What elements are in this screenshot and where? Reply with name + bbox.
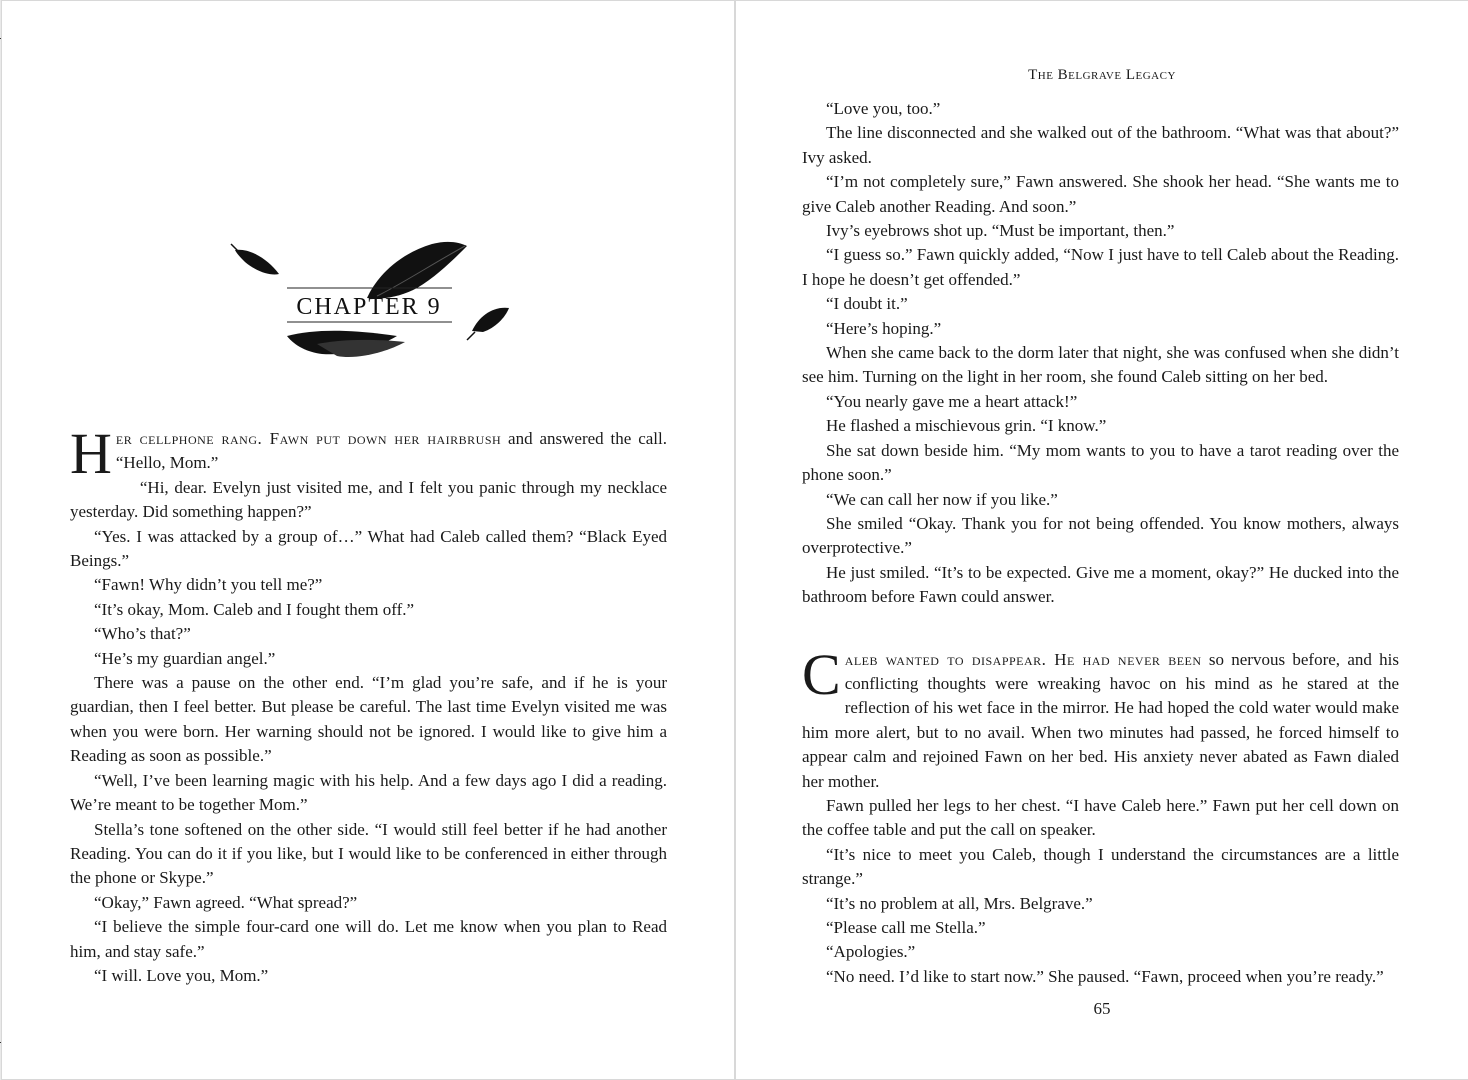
section-opening-paragraph: Caleb wanted to disappear. He had never been so nervous before, and his conflicting thoughts were wreaking havoc on his mind as he stared at the reflection of his wet face in the mirror. He had hoped the cold water would make him more alert, but to no avail. When two minutes had passed, he forced himself to appear calm and rejoined Fawn on her bed. His anxiety never abated as Fawn dialed her mother. [802, 641, 1399, 791]
drop-cap: C [802, 641, 841, 707]
paragraph: “Here’s hoping.” [826, 318, 942, 338]
paragraph: “Hi, dear. Evelyn just visited me, and I felt you panic through my necklace yesterday. Did something happen?” [70, 477, 667, 522]
paragraph: When she came back to the dorm later that night, she was confused when she didn’t see him. Turning on the light in her room, she found Caleb sitting on her bed. [802, 343, 1399, 387]
right-body-text [802, 97, 1399, 989]
paragraph: She smiled “Okay. Thank you for not being offended. You know mothers, always overprotective.” [802, 513, 1399, 558]
paragraph: “I guess so.” Fawn quickly added, “Now I just have to tell Caleb about the Reading. I hope he doesn’t get offended.” [802, 245, 1399, 289]
paragraph: “We can call her now if you like.” [826, 489, 1058, 509]
paragraph: Ivy’s eyebrows shot up. “Must be important, then.” [826, 221, 1175, 241]
paragraph: “You nearly gave me a heart attack!” [826, 391, 1078, 411]
paragraph: “It’s nice to meet you Caleb, though I understand the circumstances are a little strange.” [802, 844, 1399, 889]
feather-ornament [227, 236, 517, 361]
paragraph: “I will. Love you, Mom.” [94, 965, 269, 985]
paragraph: “He’s my guardian angel.” [94, 648, 276, 668]
left-body-text [70, 421, 668, 988]
section-break [802, 610, 1399, 648]
paragraph: The line disconnected and she walked out of the bathroom. “What was that about?” Ivy asked. [802, 123, 1399, 167]
opening-paragraph: Her cellphone rang. Fawn put down her hairbrush and answered the call. “Hello, Mom.” [70, 421, 668, 486]
paragraph: “Love you, too.” [826, 99, 941, 118]
paragraph: There was a pause on the other end. “I’m glad you’re safe, and if he is your guardian, then I feel better. But please be careful. The last time Evelyn visited me was when you were born. Her warning should not be ignored. I would like to give him a Reading as soon as possible.” [70, 673, 667, 766]
paragraph: “It’s no problem at all, Mrs. Belgrave.” [826, 893, 1093, 913]
paragraph: “It’s okay, Mom. Caleb and I fought them off.” [94, 599, 415, 619]
paragraph: Fawn pulled her legs to her chest. “I have Caleb here.” Fawn put her cell down on the coffee table and put the call on speaker. [802, 795, 1399, 840]
paragraph: “I believe the simple four-card one will do. Let me know when you plan to Read him, and stay safe.” [70, 917, 667, 961]
paragraph: “I doubt it.” [826, 294, 908, 314]
left-page [1, 0, 735, 1080]
paragraph: “Fawn! Why didn’t you tell me?” [94, 575, 323, 595]
paragraph: “No need. I’d like to start now.” She paused. “Fawn, proceed when you’re ready.” [826, 966, 1384, 986]
paragraph: “I’m not completely sure,” Fawn answered. She shook her head. “She wants me to give Caleb another Reading. And soon.” [802, 172, 1399, 216]
paragraph: “Who’s that?” [94, 624, 191, 644]
paragraph: “Please call me Stella.” [826, 918, 986, 937]
chapter-title: CHAPTER 9 [296, 294, 442, 320]
running-header: The Belgrave Legacy [1028, 67, 1176, 83]
paragraph: He just smiled. “It’s to be expected. Give me a moment, okay?” He ducked into the bathroom before Fawn could answer. [802, 562, 1399, 607]
paragraph: He flashed a mischievous grin. “I know.” [826, 416, 1107, 436]
paragraph: “Apologies.” [826, 942, 916, 962]
paragraph: She sat down beside him. “My mom wants to you to have a tarot reading over the phone soon.” [802, 440, 1399, 485]
paragraph: “Yes. I was attacked by a group of…” What had Caleb called them? “Black Eyed Beings.” [70, 526, 667, 571]
paragraph: “Well, I’ve been learning magic with his help. And a few days ago I did a reading. We’re meant to be together Mom.” [70, 770, 667, 815]
paragraph: “Okay,” Fawn agreed. “What spread?” [94, 892, 358, 912]
drop-cap: H [70, 421, 112, 486]
right-page [735, 0, 1468, 1080]
page-number: 65 [1093, 999, 1111, 1018]
paragraph: Stella’s tone softened on the other side. “I would still feel better if he had another Reading. You can do it if you like, but I would like to be conferenced in either through the phone or Skype.” [70, 819, 667, 888]
